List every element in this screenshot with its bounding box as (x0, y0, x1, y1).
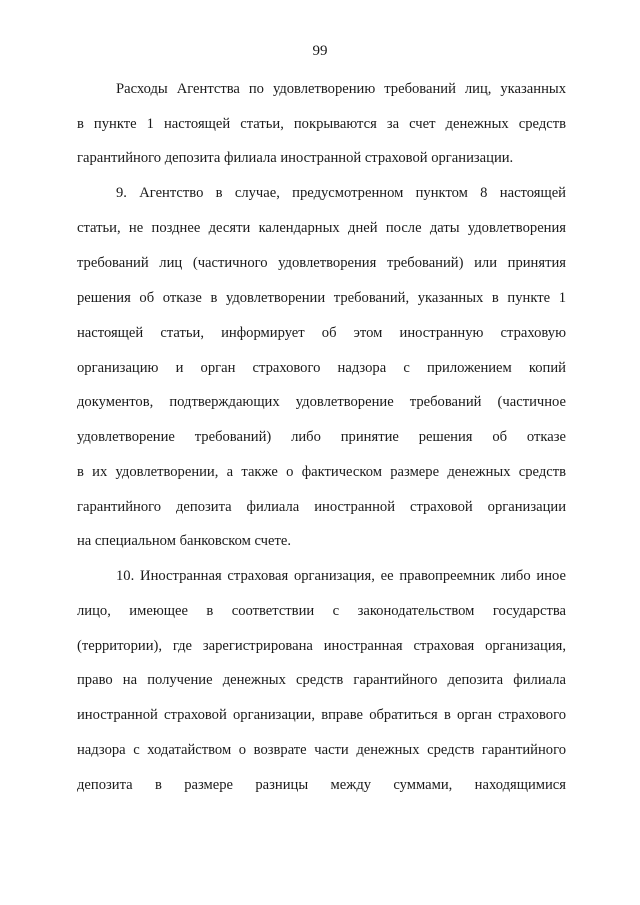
paragraph-line: в пункте 1 настоящей статьи, покрываются за счет денежных средств (77, 116, 566, 132)
paragraph-line: требований лиц (частичного удовлетворения требований) или принятия (77, 255, 566, 271)
paragraph-line: 9. Агентство в случае, предусмотренном пунктом 8 настоящей (116, 185, 566, 201)
paragraph-line: на специальном банковском счете. (77, 533, 291, 549)
paragraph-line: иностранной страховой организации, вправе обратиться в орган страхового (77, 707, 566, 723)
paragraph-line: статьи, не позднее десяти календарных дней после даты удовлетворения (77, 220, 566, 236)
paragraph-line: депозита в размере разницы между суммами, находящимися (77, 777, 566, 793)
paragraph-line: настоящей статьи, информирует об этом иностранную страховую (77, 325, 566, 341)
paragraph-line: в их удовлетворении, а также о фактическом размере денежных средств (77, 464, 566, 480)
paragraph-line: решения об отказе в удовлетворении требований, указанных в пункте 1 (77, 290, 566, 306)
paragraph-line: 10. Иностранная страховая организация, ее правопреемник либо иное (116, 568, 566, 584)
paragraph-line: удовлетворение требований) либо принятие решения об отказе (77, 429, 566, 445)
paragraph-line: (территории), где зарегистрирована иностранная страховая организация, (77, 638, 566, 654)
paragraph-line: надзора с ходатайством о возврате части денежных средств гарантийного (77, 742, 566, 758)
paragraph-line: право на получение денежных средств гарантийного депозита филиала (77, 672, 566, 688)
page-number: 99 (312, 43, 328, 59)
paragraph-line: гарантийного депозита филиала иностранной страховой организации. (77, 150, 514, 166)
paragraph-line: лицо, имеющее в соответствии с законодательством государства (77, 603, 566, 619)
paragraph-line: Расходы Агентства по удовлетворению требований лиц, указанных (116, 81, 566, 97)
paragraph-line: организацию и орган страхового надзора с приложением копий (77, 360, 566, 376)
paragraph-line: документов, подтверждающих удовлетворение требований (частичное (77, 394, 566, 410)
paragraph-line: гарантийного депозита филиала иностранной страховой организации (77, 499, 566, 515)
